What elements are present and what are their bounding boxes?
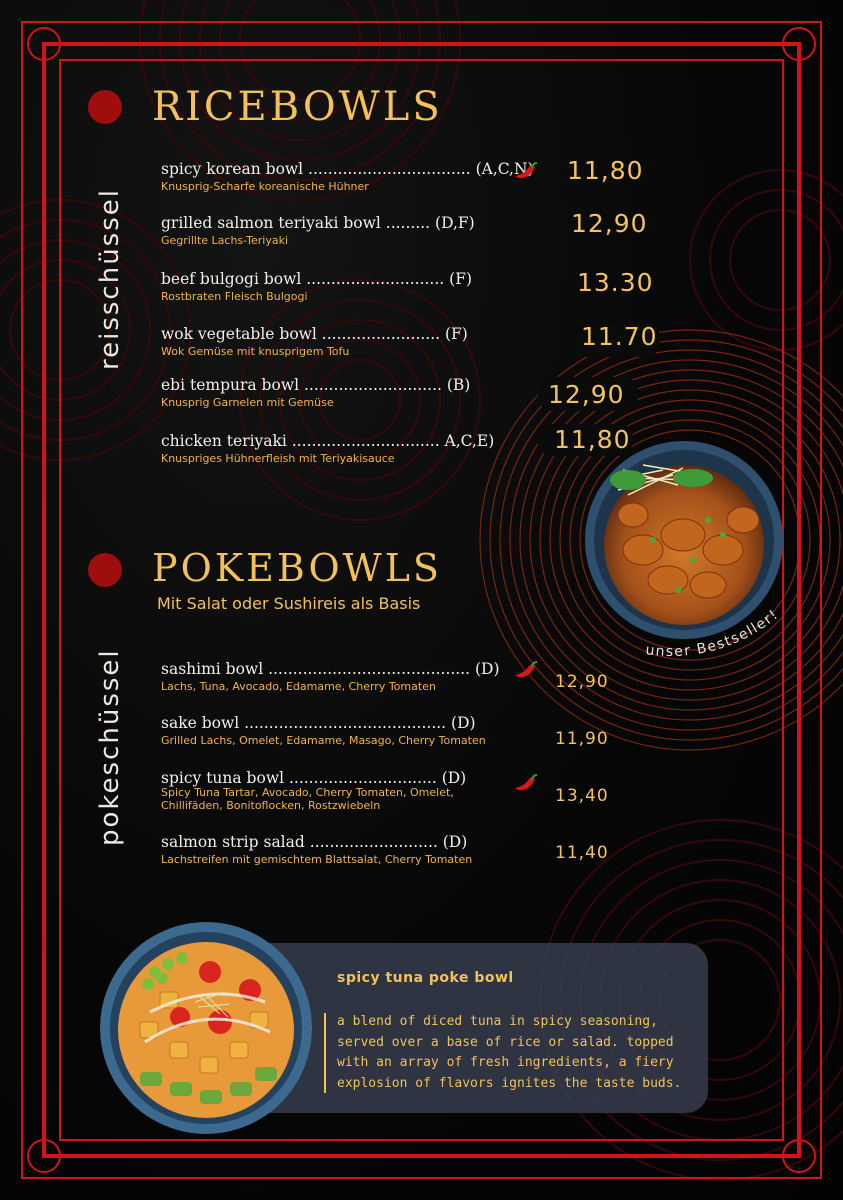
item-description: Chillifäden, Bonitoflocken, Rostzwiebeln [161, 799, 381, 812]
promo-accent-bar [324, 1013, 326, 1093]
promo-title: spicy tuna poke bowl [337, 970, 514, 986]
ricebowls-dot [88, 90, 122, 124]
menu-item [161, 214, 475, 247]
item-price: 11.70 [581, 322, 658, 351]
item-name: wok vegetable bowl ........................ (F) [161, 325, 468, 343]
item-description: Grilled Lachs, Omelet, Edamame, Masago, Cherry Tomaten [161, 734, 486, 747]
menu-item [161, 769, 466, 812]
promo-line: with an array of fresh ingredients, a fiery [337, 1055, 674, 1070]
chili-pepper-icon [511, 773, 539, 795]
item-name: salmon strip salad .......................... (D) [161, 833, 468, 851]
item-name: grilled salmon teriyaki bowl ......... (D,F) [161, 214, 475, 232]
item-description: Spicy Tuna Tartar, Avocado, Cherry Tomaten, Omelet, [161, 786, 454, 799]
pokebowls-dot [88, 553, 122, 587]
item-name: beef bulgogi bowl ............................ (F) [161, 270, 472, 288]
item-description: Lachstreifen mit gemischtem Blattsalat, Cherry Tomaten [161, 853, 473, 866]
item-price: 11,80 [567, 156, 644, 185]
reisschuessel-label: reisschüssel [95, 188, 125, 370]
menu-item [161, 432, 494, 465]
chili-pepper-icon [511, 161, 539, 183]
item-name: chicken teriyaki .............................. A,C,E) [161, 432, 495, 450]
item-price: 11,90 [555, 729, 609, 749]
item-name: sake bowl ......................................... (D) [161, 714, 476, 732]
promo-description [337, 1012, 682, 1094]
item-description: Knuspriges Hühnerfleish mit Teriyakisauce [161, 452, 395, 465]
svg-text:unser Bestseller! [645, 606, 782, 660]
item-name: sashimi bowl ......................................... (D) [161, 660, 500, 678]
item-price: 13,40 [555, 786, 609, 806]
pokebowls-subtitle: Mit Salat oder Sushireis als Basis [157, 594, 421, 613]
bestseller-badge [640, 592, 810, 672]
item-name: spicy tuna bowl .............................. (D) [161, 769, 467, 787]
menu-item [161, 160, 534, 193]
item-price: 11,40 [555, 843, 609, 863]
pokeschuessel-label: pokeschüssel [95, 648, 125, 846]
promo-line: a blend of diced tuna in spicy seasoning, [337, 1014, 658, 1029]
item-description: Knusprig-Scharfe koreanische Hühner [161, 180, 369, 193]
item-description: Wok Gemüse mit knusprigem Tofu [161, 345, 350, 358]
item-name: spicy korean bowl ................................. (A,C,N) [161, 160, 534, 178]
bestseller-label: unser Bestseller! [644, 606, 782, 660]
menu-item [161, 325, 468, 358]
item-description: Knusprig Garnelen mit Gemüse [161, 396, 334, 409]
menu-item [161, 714, 486, 747]
menu-item [161, 660, 500, 693]
item-name: ebi tempura bowl ............................ (B) [161, 376, 471, 394]
ricebowls-title: RICEBOWLS [152, 84, 443, 130]
menu-item [161, 833, 472, 866]
item-description: Gegrillte Lachs-Teriyaki [161, 234, 288, 247]
item-price: 12,90 [571, 209, 648, 238]
item-price: 12,90 [555, 672, 609, 692]
menu-item [161, 376, 470, 409]
chili-pepper-icon [511, 660, 539, 682]
promo-line: explosion of flavors ignites the taste buds. [337, 1075, 682, 1091]
item-price: 12,90 [548, 380, 625, 409]
item-price: 11,80 [554, 425, 631, 454]
item-description: Rostbraten Fleisch Bulgogi [161, 290, 308, 303]
pokebowls-title: POKEBOWLS [152, 546, 442, 590]
item-price: 13.30 [577, 268, 654, 297]
promo-line: served over a base of rice or salad. topped [337, 1034, 674, 1050]
spicy-tuna-poke-bowl-image [100, 922, 312, 1134]
item-description: Lachs, Tuna, Avocado, Edamame, Cherry Tomaten [161, 680, 436, 693]
menu-item [161, 270, 472, 303]
